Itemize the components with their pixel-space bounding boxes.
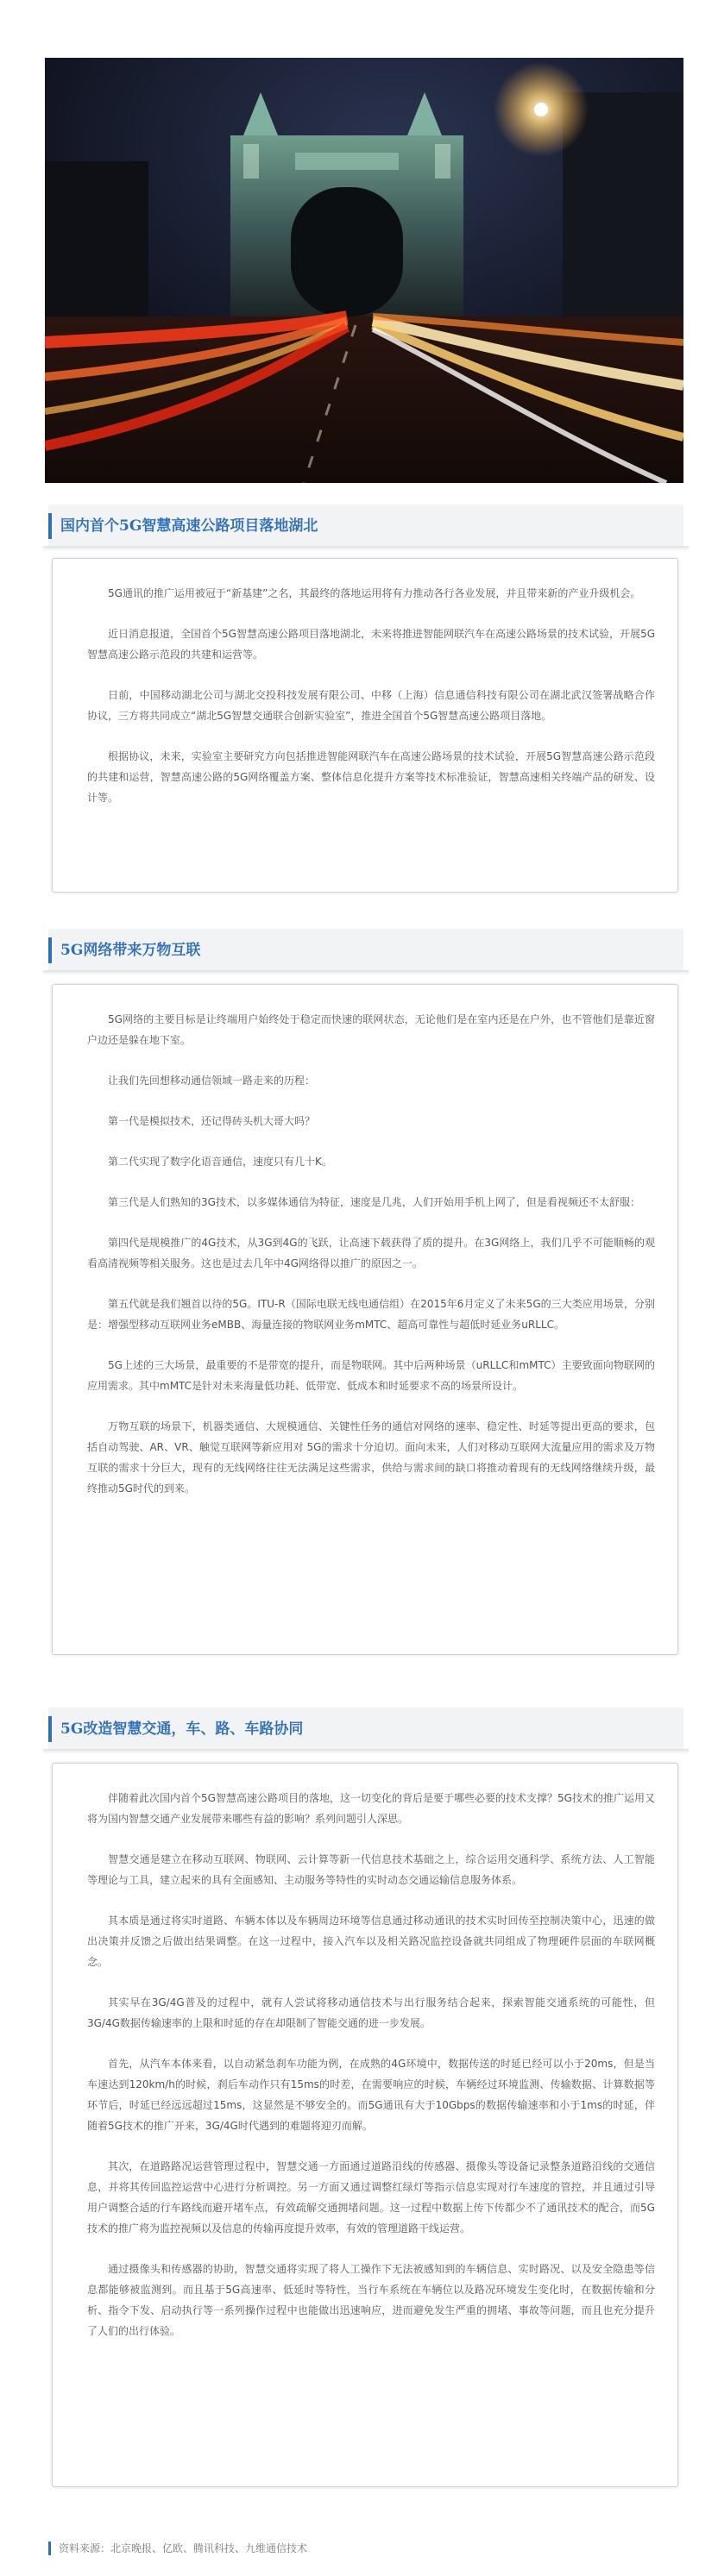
paragraph: 第四代是规模推广的4G技术，从3G到4G的飞跃，让高速下载获得了质的提升。在3G网络上，我们几乎不可能顺畅的观看高清视频等相关服务。这也是过去几年中4G网络得以推广的原因之一。 (87, 1237, 655, 1269)
section-title-text: 5G改造智慧交通，车、路、车路协同 (60, 1720, 304, 1738)
paragraph: 伴随着此次国内首个5G智慧高速公路项目的落地，这一切变化的背后是要于哪些必要的技术支撑？5G技术的推广运用又将为国内智慧交通产业发展带来哪些有益的影响？系列问题引人深思。 (87, 1792, 655, 1825)
source-text: 资料来源：北京晚报、亿欧、腾讯科技、九维通信技术 (59, 2542, 308, 2554)
tower-bridge-night-photo-icon (45, 58, 683, 483)
section-title (48, 505, 683, 548)
paragraph: 第五代就是我们翘首以待的5G。ITU-R（国际电联无线电通信组）在2015年6月定义了未来5G的三大类应用场景，分别是：增强型移动互联网业务eMBB、海量连接的物联网业务mMTC、超高可靠性与超低时延业务uRLLC。 (87, 1298, 655, 1331)
paragraph: 其实早在3G/4G普及的过程中，就有人尝试将移动通信技术与出行服务结合起来，探索智能交通系统的可能性，但3G/4G数据传输速率的上限和时延的存在却限制了智能交通的进一步发展。 (87, 1996, 655, 2029)
paragraph: 5G通讯的推广运用被冠于“新基建”之名，其最终的落地运用将有力推动各行各业发展，并且带来新的产业升级机会。 (108, 587, 641, 599)
paragraph: 根据协议，未来，实验室主要研究方向包括推进智能网联汽车在高速公路场景的技术试验，开展5G智慧高速公路示范段的共建和运营，智慧高速公路的5G网络覆盖方案、整体信息化提升方案等技术标准验证，智慧高速相关终端产品的研发、设计等。 (87, 750, 655, 804)
paragraph: 5G网络的主要目标是让终端用户始终处于稳定而快速的联网状态，无论他们是在室内还是在户外，也不管他们是靠近窗户边还是躲在地下室。 (87, 1013, 655, 1046)
source-footer (48, 2538, 394, 2559)
paragraph: 第三代是人们熟知的3G技术，以多媒体通信为特征，速度是几兆，人们开始用手机上网了，但是看视频还不太舒服： (108, 1196, 640, 1208)
paragraph: 5G上述的三大场景，最重要的不是带宽的提升，而是物联网。其中后两种场景（uRLLC和mMTC）主要致面向物联网的应用需求。其中mMTC是针对未来海量低功耗、低带宽、低成本和时延要求不高的场景所设计。 (87, 1359, 655, 1392)
section-title-text: 国内首个5G智慧高速公路项目落地湖北 (60, 517, 318, 535)
paragraph: 近日消息报道，全国首个5G智慧高速公路项目落地湖北，未来将推进智能网联汽车在高速公路场景的技术试验，开展5G智慧高速公路示范段的共建和运营等。 (87, 628, 655, 661)
paragraph: 第一代是模拟技术，还记得砖头机大哥大吗？ (108, 1115, 316, 1127)
section-card (52, 558, 678, 893)
paragraph: 万物互联的场景下，机器类通信、大规模通信、关键性任务的通信对网络的速率、稳定性、时延等提出更高的要求，包括自动驾驶、AR、VR、触觉互联网等新应用对 5G的需求十分迫切。面向未来，人们对移动互联网大流量应用的需求及万物互联的需求十分巨大，现有的无线网络往往无法满足这些需求，供给与需求间的缺口将推动着现有的无线网络继续升级，最终推动5G时代的到来。 (87, 1420, 655, 1495)
paragraph: 智慧交通是建立在移动互联网、物联网、云计算等新一代信息技术基础之上，综合运用交通科学、系统方法、人工智能等理论与工具，建立起来的具有全面感知、主动服务等特性的实时动态交通运输信息服务体系。 (87, 1853, 655, 1886)
paragraph: 让我们先回想移动通信领域一路走来的历程： (108, 1075, 316, 1087)
section-title (48, 1708, 683, 1751)
paragraph: 第二代实现了数字化语音通信，速度只有几十K。 (108, 1156, 332, 1168)
section-card (52, 984, 678, 1655)
paragraph: 通过摄像头和传感器的协助，智慧交通将实现了将人工操作下无法被感知到的车辆信息、实时路况、以及安全隐患等信息都能够被监测到。而且基于5G高速率、低延时等特性，当行车系统在车辆位以及路况环境发生变化时，在数据传输和分析、指令下发、启动执行等一系列操作过程中也能做出迅速响应，进而避免发生严重的拥堵、事故等问题，而且也充分提升了人们的出行体验。 (87, 2263, 655, 2337)
section-card (52, 1763, 678, 2487)
section-title-text: 5G网络带来万物互联 (60, 942, 201, 959)
paragraph: 其次，在道路路况运营管理过程中，智慧交通一方面通过道路沿线的传感器、摄像头等设备记录整条道路沿线的交通信息，并将其传回监控运营中心进行分析调控。另一方面又通过调整红绿灯等指示信息实现对行车速度的管控，并且通过引导用户调整合适的行车路线而避开堵车点，有效疏解交通拥堵问题。这一过程中数据上传下传都少不了通讯技术的配合，而5G技术的推广将为监控视频以及信息的传输再度提升效率，有效的管理道路干线运营。 (87, 2160, 655, 2234)
section-title (48, 929, 683, 972)
paragraph: 其本质是通过将实时道路、车辆本体以及车辆周边环境等信息通过移动通讯的技术实时回传至控制决策中心，迅速的做出决策并反馈之后做出结果调整。在这一过程中，接入汽车以及相关路况监控设备就共同组成了物理硬件层面的车联网概念。 (87, 1915, 655, 1968)
hero-image (45, 58, 683, 483)
paragraph: 首先，从汽车本体来看，以自动紧急刹车功能为例，在成熟的4G环境中，数据传送的时延已经可以小于20ms，但是当车速达到120km/h的时候，刹后车动作只有15ms的时差，在需要响应的时候，车辆经过环境监测、传输数据、计算数据等环节后，时延已经远远超过15ms，这显然是不够安全的。而5G通讯有大于10Gbps的数据传输速率和小于1ms的时延，伴随着5G技术的推广开来，3G/4G时代遇到的难题将迎刃而解。 (87, 2058, 655, 2132)
paragraph: 日前，中国移动湖北公司与湖北交投科技发展有限公司、中移（上海）信息通信科技有限公司在湖北武汉签署战略合作协议，三方将共同成立“湖北5G智慧交通联合创新实验室”，推进全国首个5G智慧高速公路项目落地。 (87, 689, 655, 722)
